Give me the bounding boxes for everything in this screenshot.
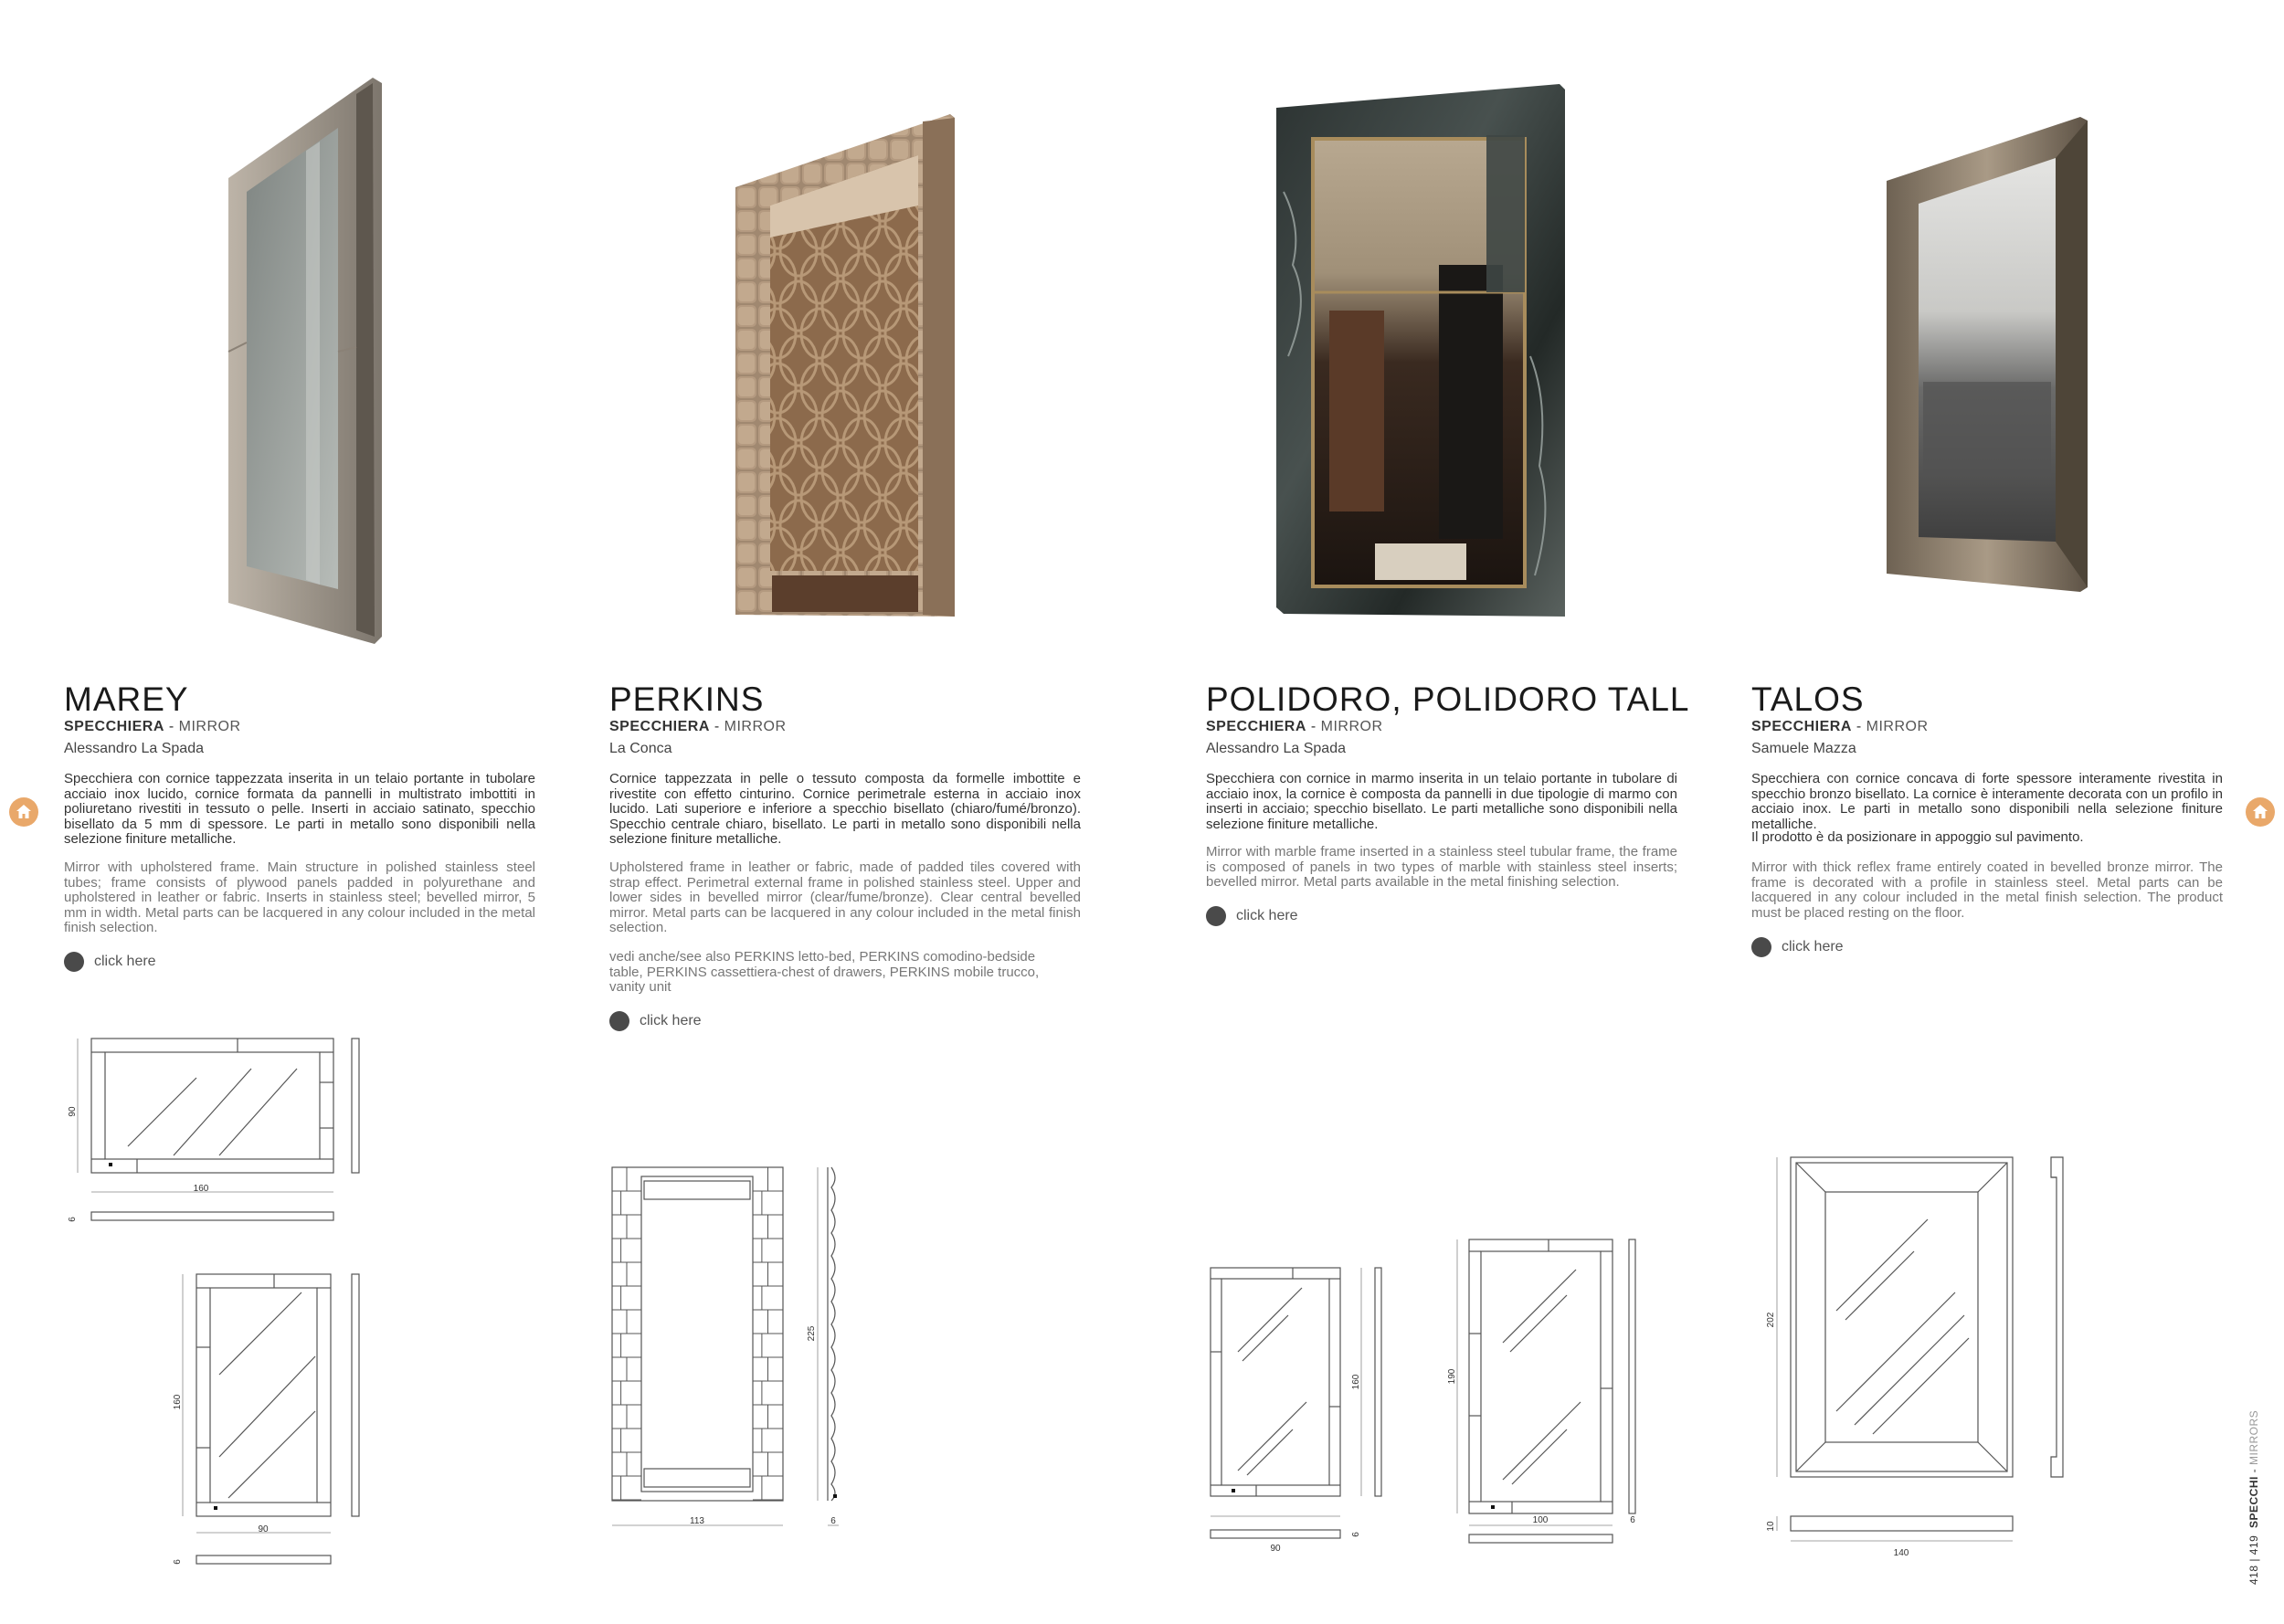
polidoro-title: POLIDORO, POLIDORO TALL: [1206, 680, 1690, 718]
link-dot-icon: [1751, 937, 1771, 957]
link-dot-icon: [64, 952, 84, 972]
talos-drawing: [1745, 1146, 2083, 1566]
link-dot-icon: [609, 1011, 629, 1031]
polidoro-dim-w2: 100: [1532, 1515, 1549, 1525]
talos-click-here-link[interactable]: [1751, 937, 1844, 957]
polidoro-dim-h1: 160: [1351, 1374, 1361, 1390]
perkins-click-here-link[interactable]: [609, 1011, 702, 1031]
talos-dim-w: 140: [1893, 1548, 1909, 1558]
marey-dim-w2: 90: [258, 1524, 269, 1534]
perkins-photo: [735, 114, 964, 617]
polidoro-photo: [1274, 82, 1567, 621]
talos-dim-h: 202: [1766, 1312, 1776, 1328]
home-icon: [2251, 803, 2269, 821]
perkins-title: PERKINS: [609, 680, 765, 718]
section-sep: -: [2247, 1464, 2260, 1477]
perkins-designer: La Conca: [609, 741, 672, 756]
section-label: SPECCHI: [2247, 1476, 2260, 1528]
polidoro-desc-it: Specchiera con cornice in marmo inserita in un telaio portante in tubolare di acciaio inox, la cornice è composta da pannelli in due tipologie di marmo con inserti in acciaio; specchio bisellato. Le parti metalliche sono disponibili nella selezione finiture metalliche.: [1206, 771, 1677, 832]
talos-photo: [1887, 117, 2088, 592]
marey-desc-en: Mirror with upholstered frame. Main structure in polished stainless steel tubes; frame consists of plywood panels padded in polyurethane and upholstered in leather or fabric. Inserts in stainless steel; bevelled mirror, 5 mm in width. Metal parts can be lacquered in any colour included in the metal finish selection.: [64, 859, 535, 935]
marey-desc-it: Specchiera con cornice tappezzata inserita in un telaio portante in tubolare acciaio inox lucido, cornice formata da pannelli in multistrato imbottiti in poliuretano rivestiti in tessuto o pelle. Inserti in acciaio satinato, specchio bisellato da 5 mm di spessore. Le parti in metallo sono disponibili nella selezione finiture metalliche.: [64, 771, 535, 847]
polidoro-desc-en: Mirror with marble frame inserted in a stainless steel tubular frame, the frame is composed of panels in two types of marble with stainless steel inserts; bevelled mirror. Metal parts available in the metal finishing selection.: [1206, 844, 1677, 890]
perkins-desc-it: Cornice tappezzata in pelle o tessuto composta da formelle imbottite e rivestite con effetto cinturino. Cornice perimetrale esterna in acciaio inox lucido. Lati superiore e inferiore a specchio bisellato (chiaro/fumé/bronzo). Specchio centrale chiaro, bisellato. Le parti in metallo sono disponibili nella selezione finiture metalliche.: [609, 771, 1081, 847]
perkins-dim-w: 113: [690, 1516, 704, 1526]
link-dot-icon: [1206, 906, 1226, 926]
talos-desc-it-2: Il prodotto è da posizionare in appoggio sul pavimento.: [1751, 829, 2084, 845]
talos-title: TALOS: [1751, 680, 1865, 718]
home-button-left[interactable]: [9, 797, 38, 827]
home-icon: [15, 803, 33, 821]
section-label-en: MIRRORS: [2247, 1409, 2260, 1465]
link-label: click here: [640, 1013, 702, 1028]
marey-dim-d1: 6: [68, 1217, 78, 1222]
polidoro-designer: Alessandro La Spada: [1206, 741, 1346, 756]
talos-type: SPECCHIERA - MIRROR: [1751, 719, 1929, 734]
marey-dim-h1: 90: [68, 1106, 78, 1117]
marey-dim-w1: 160: [193, 1184, 209, 1194]
link-label: click here: [1236, 908, 1298, 923]
talos-dim-d: 10: [1766, 1521, 1776, 1532]
marey-designer: Alessandro La Spada: [64, 741, 204, 756]
polidoro-dim-d1: 6: [1351, 1532, 1361, 1537]
polidoro-drawing: [1201, 1224, 1649, 1562]
link-label: click here: [94, 954, 156, 969]
polidoro-dim-h2: 190: [1447, 1368, 1457, 1385]
home-button-right[interactable]: [2246, 797, 2275, 827]
marey-type: SPECCHIERA - MIRROR: [64, 719, 241, 734]
marey-dim-h2: 160: [173, 1394, 183, 1410]
marey-title: MAREY: [64, 680, 189, 718]
polidoro-dim-d2: 6: [1630, 1515, 1635, 1525]
polidoro-type: SPECCHIERA - MIRROR: [1206, 719, 1383, 734]
polidoro-dim-w1: 90: [1270, 1544, 1281, 1554]
talos-desc-it: Specchiera con cornice concava di forte spessore interamente rivestita in specchio bronzo bisellato. La cornice è interamente decorata con un profilo in acciaio inox. Le parti in metallo sono disponibili nella selezione finiture metalliche.: [1751, 771, 2223, 832]
marey-drawing: [55, 1028, 384, 1576]
perkins-drawing: [603, 1160, 859, 1571]
link-label: click here: [1782, 939, 1844, 954]
page-footer: [2247, 1410, 2260, 1585]
marey-dim-d2: 6: [173, 1559, 183, 1565]
perkins-dim-h: 225: [807, 1325, 817, 1342]
marey-click-here-link[interactable]: [64, 952, 156, 972]
marey-photo: [219, 78, 384, 644]
perkins-type: SPECCHIERA - MIRROR: [609, 719, 787, 734]
talos-designer: Samuele Mazza: [1751, 741, 1856, 756]
perkins-desc-en: Upholstered frame in leather or fabric, made of padded tiles covered with strap effect. Perimetral external frame in polished stainless steel. Upper and lower sides in bevelled mirror (clear/fume/bronze). Clear central bevelled mirror. Metal parts can be lacquered in any colour included in the metal finish selection.: [609, 859, 1081, 935]
perkins-dim-d: 6: [830, 1516, 836, 1526]
page-numbers: 418 | 419: [2247, 1534, 2260, 1585]
perkins-desc-extra: vedi anche/see also PERKINS letto-bed, PERKINS comodino-bedside table, PERKINS cassettiera-chest of drawers, PERKINS mobile trucco, vanity unit: [609, 949, 1040, 995]
talos-desc-en: Mirror with thick reflex frame entirely coated in bevelled bronze mirror. The frame is decorated with a profile in stainless steel. Metal parts can be lacquered in any colour included in the metal finish selection. The product must be placed resting on the floor.: [1751, 859, 2223, 921]
polidoro-click-here-link[interactable]: [1206, 906, 1298, 926]
